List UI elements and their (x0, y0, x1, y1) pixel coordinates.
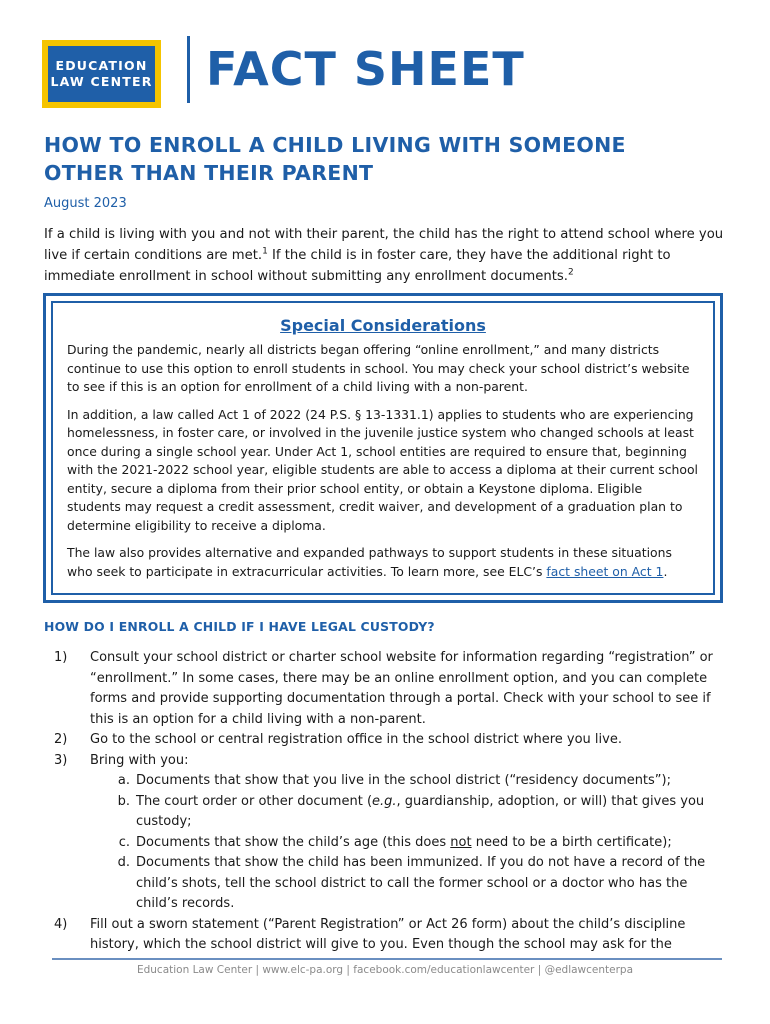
special-paragraph-1: During the pandemic, nearly all districts began offering “online enrollment,” and many districts continue to use this option to enroll students in school. You may check your school district’s website to see if this is an option for enrollment of a child living with a non-parent. (67, 342, 690, 394)
sub-step-letter: c. (118, 834, 130, 850)
act1-fact-sheet-link[interactable]: fact sheet on Act 1 (546, 563, 664, 579)
step-text: Go to the school or central registration office in the school district where you live. (90, 732, 622, 747)
special-considerations-heading: Special Considerations (280, 316, 486, 335)
list-item (44, 648, 728, 730)
elc-logo (42, 40, 161, 108)
intro-text-1: If a child is living with you and not with their parent, the child has the right to attend school where you live if certain conditions are met. (44, 227, 724, 263)
sub-step-text: Documents that show that you live in the school district (“residency documents”); (136, 773, 671, 788)
sub-list-item (90, 833, 728, 854)
list-item (44, 730, 728, 751)
logo-plate (48, 46, 155, 102)
sub-step-letter: a. (117, 773, 130, 788)
sub-step-text (136, 833, 728, 854)
sub-list-item (90, 771, 728, 792)
sub-step-text-em: e.g. (372, 793, 397, 809)
step-text: Bring with you: (90, 752, 189, 768)
sub-step-letter: d. (117, 855, 130, 870)
list-item (44, 751, 728, 915)
page-footer: Education Law Center | www.elc-pa.org | facebook.com/educationlawcenter | @edlawcenterpa (136, 964, 634, 976)
intro-text-2: If the child is in foster care, they have the additional right to immediate enrollment in school without submitting any enrollment documents. (44, 248, 671, 284)
sub-step-text-post: need to be a birth certificate); (471, 834, 672, 850)
sub-step-text-post: , guardianship, adoption, or will) that gives you custody; (136, 793, 705, 829)
special-considerations-inner (51, 301, 715, 595)
list-item (44, 915, 728, 956)
step-number: 4) (54, 916, 68, 932)
footnote-ref-2[interactable]: 2 (567, 267, 574, 278)
special-considerations-box (43, 293, 723, 603)
sub-step-text-underlined: not (450, 834, 472, 850)
custody-steps-list (44, 648, 728, 956)
step-text: Consult your school district or charter school website for information regarding “registration” or “enrollment.” In some cases, there may be an online enrollment option, and you can complete forms and provide supporting documentation through a portal. Check with your school to see if this is an option for a child living with a non-parent. (90, 650, 713, 727)
header-divider (187, 36, 190, 103)
footnote-ref-1[interactable]: 1 (262, 246, 268, 257)
footer-divider (52, 958, 722, 960)
sub-step-text (136, 792, 728, 833)
step-number: 2) (54, 732, 68, 747)
intro-paragraph (44, 224, 728, 287)
step-content (90, 751, 728, 915)
page-title: HOW TO ENROLL A CHILD LIVING WITH SOMEONE OTHER THAN THEIR PARENT (44, 133, 626, 185)
step-text: Fill out a sworn statement (“Parent Registration” or Act 26 form) about the child’s discipline history, which the school district will give to you. Even though the school may ask for the (90, 916, 686, 952)
logo-line-education: EDUCATION (55, 58, 148, 73)
sub-step-text-pre: Documents that show the child’s age (this does (136, 834, 451, 850)
fact-sheet-label: FACT SHEET (206, 42, 525, 96)
sub-list-item (90, 853, 728, 915)
sub-step-letter: b. (117, 793, 130, 809)
special-paragraph-3-end: . (663, 563, 668, 579)
logo-line-law-center: LAW CENTER (50, 74, 153, 89)
sub-step-text-pre: The court order or other document ( (136, 793, 373, 809)
step-number: 1) (54, 650, 68, 665)
sub-list-item (90, 792, 728, 833)
sub-step-text: Documents that show the child has been immunized. If you do not have a record of the child’s shots, tell the school district to call the former school or a doctor who has the child’s records. (136, 855, 706, 911)
documents-sublist (90, 771, 728, 915)
step-number: 3) (54, 752, 68, 768)
special-paragraph-3 (67, 544, 699, 581)
special-paragraph-3-text: The law also provides alternative and expanded pathways to support students in these situations who seek to participate in extracurricular activities. To learn more, see ELC’s (67, 545, 672, 579)
special-paragraph-2: In addition, a law called Act 1 of 2022 (24 P.S. § 13-1331.1) applies to students who are experiencing homelessness, in foster care, or involved in the juvenile justice system who changed schools at least once during a single school year. Under Act 1, school entities are required to ensure that, beginning with the 2021-2022 school year, eligible students are able to access a diploma at their current school entity, secure a diploma from their prior school entity, or obtain a Keystone diploma. Eligible students may request a credit assessment, credit waiver, and development of a graduation plan to determine eligibility to receive a diploma. (67, 406, 699, 533)
document-date: August 2023 (44, 196, 127, 211)
custody-section-heading: HOW DO I ENROLL A CHILD IF I HAVE LEGAL CUSTODY? (44, 619, 435, 634)
